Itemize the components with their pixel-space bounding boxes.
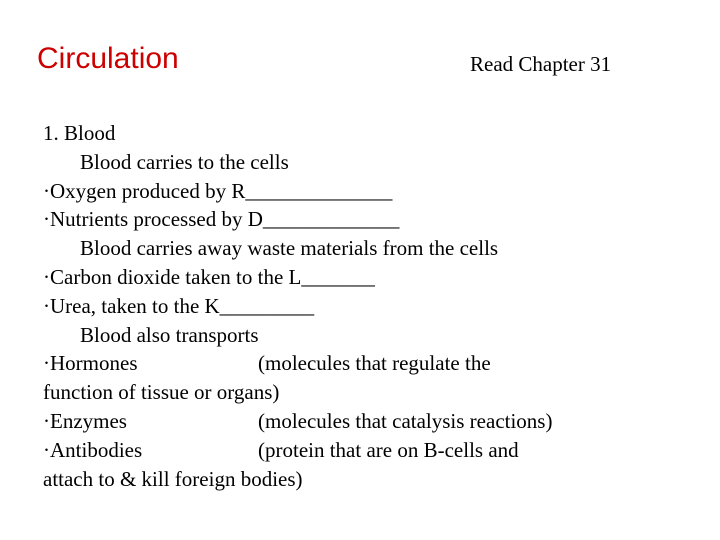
list-item-text: Carbon dioxide taken to the L_______ (50, 264, 375, 289)
definition-hormones-continued: function of tissue or organs) (43, 380, 280, 405)
definition-enzymes: (molecules that catalysis reactions) (258, 408, 553, 433)
list-item-antibodies (43, 436, 663, 465)
list-item-carbon-dioxide (43, 263, 663, 292)
section-heading: 1. Blood (43, 121, 116, 145)
bullet-icon: · (43, 264, 50, 289)
subheading-carries-to: Blood carries to the cells (80, 149, 289, 174)
subheading-carries-away: Blood carries away waste materials from the cells (80, 236, 499, 261)
bullet-icon: · (43, 178, 50, 203)
term-antibodies: Antibodies (50, 437, 143, 462)
bullet-icon: · (43, 437, 50, 462)
list-item-text: Oxygen produced by R______________ (50, 178, 393, 203)
bullet-icon: · (43, 408, 50, 433)
page-title: Circulation (37, 42, 179, 75)
subheading-transports: Blood also transports (80, 322, 259, 347)
list-item-hormones (43, 349, 663, 378)
term-enzymes: Enzymes (50, 408, 127, 433)
list-item-nutrients (43, 205, 663, 234)
list-item-enzymes (43, 407, 663, 436)
definition-antibodies: (protein that are on B-cells and (258, 437, 519, 462)
bullet-icon: · (43, 293, 50, 318)
list-item-text: Urea, taken to the K_________ (50, 293, 315, 318)
list-item-text: Nutrients processed by D_____________ (50, 207, 400, 232)
definition-hormones: (molecules that regulate the (258, 351, 491, 376)
list-item-oxygen (43, 177, 663, 206)
bullet-icon: · (43, 351, 50, 376)
content-body (43, 119, 663, 493)
bullet-icon: · (43, 207, 50, 232)
chapter-reference: Read Chapter 31 (470, 52, 612, 76)
term-hormones: Hormones (50, 351, 138, 376)
definition-antibodies-continued: attach to & kill foreign bodies) (43, 466, 303, 491)
list-item-urea (43, 292, 663, 321)
